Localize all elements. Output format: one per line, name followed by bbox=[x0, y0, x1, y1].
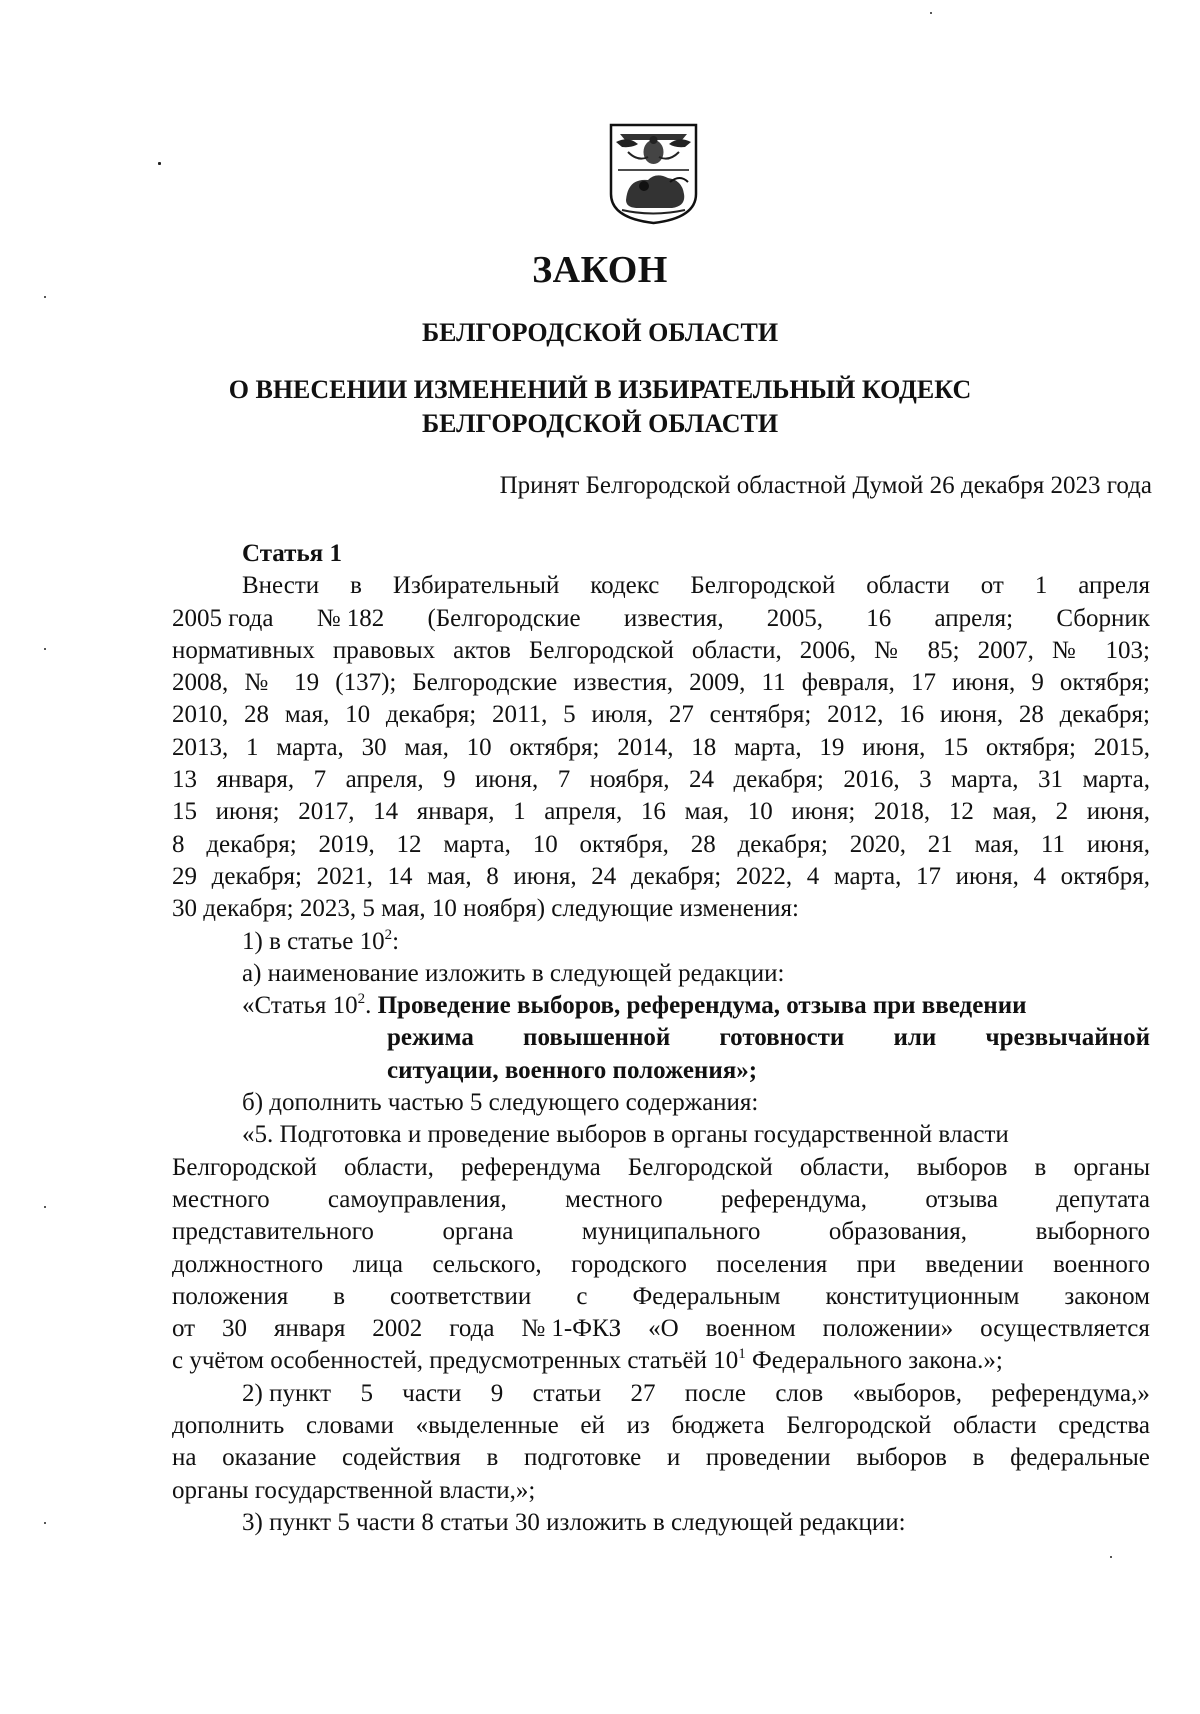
word: выборного bbox=[1035, 1218, 1150, 1246]
scan-speck bbox=[44, 296, 46, 298]
item-1-text: 1) в статье 10 bbox=[242, 927, 385, 955]
word: 30 bbox=[222, 1315, 248, 1343]
word: Избирательный bbox=[392, 572, 560, 600]
word: кодекс bbox=[590, 572, 660, 600]
word: законом bbox=[1064, 1282, 1150, 1310]
word: в bbox=[972, 1444, 985, 1472]
word: 2) пункт bbox=[242, 1379, 332, 1407]
article-body bbox=[172, 538, 1150, 1539]
item-1-sup: 2 bbox=[384, 926, 393, 943]
word: № 1-ФКЗ bbox=[521, 1315, 622, 1343]
word: 9 bbox=[490, 1379, 504, 1407]
word: (Белгородские bbox=[427, 604, 581, 632]
word: референдума,» bbox=[991, 1379, 1150, 1407]
word: готовности bbox=[719, 1024, 845, 1052]
text-line bbox=[172, 570, 1150, 602]
quote-prefix: «Статья 10 bbox=[242, 992, 358, 1020]
word: содействия bbox=[342, 1444, 461, 1472]
word: положения bbox=[172, 1282, 289, 1310]
text-line: 8 декабря; 2019, 12 марта, 10 октября, 28 декабря; 2020, 21 мая, 11 июня, bbox=[172, 830, 1150, 858]
word: местного bbox=[565, 1185, 663, 1213]
word: 16 bbox=[866, 604, 892, 632]
word: положении» bbox=[822, 1315, 954, 1343]
part5-first-line: «5. Подготовка и проведение выборов в органы государственной власти bbox=[242, 1121, 1009, 1149]
word: статьи bbox=[532, 1379, 602, 1407]
text-line: 13 января, 7 апреля, 9 июня, 7 ноября, 24 декабря; 2016, 3 марта, 31 марта, bbox=[172, 766, 1150, 794]
law-heading: ЗАКОН bbox=[532, 249, 668, 291]
word: Федеральным bbox=[632, 1282, 781, 1310]
text-line: 2008, № 19 (137); Белгородские известия, 2009, 11 февраля, 17 июня, 9 октября; bbox=[172, 669, 1150, 697]
item-1 bbox=[172, 926, 1150, 958]
item-1-suffix: : bbox=[392, 927, 400, 955]
word: соответствии bbox=[390, 1282, 532, 1310]
word: повышенной bbox=[523, 1024, 671, 1052]
text-line bbox=[172, 1281, 1150, 1313]
word: в bbox=[333, 1282, 346, 1310]
word: «О bbox=[648, 1315, 679, 1343]
article-intro bbox=[172, 570, 1150, 893]
text-line bbox=[172, 603, 1150, 635]
word: военном bbox=[705, 1315, 796, 1343]
text-line: должностного лица сельского, городского поселения при введении военного bbox=[172, 1250, 1150, 1278]
word: конституционным bbox=[825, 1282, 1020, 1310]
part5-last-sup: 1 bbox=[738, 1346, 746, 1363]
part5-last-text: с учётом особенностей, предусмотренных статьёй 10 bbox=[172, 1347, 739, 1375]
law-title bbox=[0, 373, 1200, 441]
item-2-body bbox=[172, 1410, 1150, 1475]
word: отзыва bbox=[925, 1185, 998, 1213]
law-title-line: О ВНЕСЕНИИ ИЗМЕНЕНИЙ В ИЗБИРАТЕЛЬНЫЙ КОДЕКС bbox=[228, 375, 972, 404]
part5-last-line bbox=[172, 1345, 1150, 1377]
word: на bbox=[172, 1444, 197, 1472]
text-line: 15 июня; 2017, 14 января, 1 апреля, 16 мая, 10 июня; 2018, 12 мая, 2 июня, bbox=[172, 798, 1150, 826]
article-heading: Статья 1 bbox=[242, 540, 342, 567]
word: апреля bbox=[1078, 572, 1150, 600]
word: и bbox=[666, 1444, 681, 1472]
word: известия, bbox=[623, 604, 724, 632]
scan-speck bbox=[44, 648, 46, 650]
item-3: 3) пункт 5 части 8 статьи 30 изложить в следующей редакции: bbox=[242, 1508, 906, 1536]
adoption-note: Принят Белгородской областной Думой 26 декабря 2023 года bbox=[499, 472, 1152, 499]
word: чрезвычайной bbox=[985, 1024, 1150, 1052]
text-line bbox=[172, 1442, 1150, 1474]
scan-speck bbox=[1110, 1556, 1112, 1558]
word: муниципального bbox=[581, 1218, 761, 1246]
word: режима bbox=[387, 1024, 474, 1052]
word: части bbox=[402, 1379, 462, 1407]
quote-bold-1: Проведение выборов, референдума, отзыва при введении bbox=[377, 992, 1027, 1020]
word: Белгородской bbox=[690, 572, 836, 600]
item-a: а) наименование изложить в следующей редакции: bbox=[242, 959, 785, 987]
part5-body bbox=[172, 1152, 1150, 1346]
region-heading: БЕЛГОРОДСКОЙ ОБЛАСТИ bbox=[421, 318, 779, 347]
word: «выборов, bbox=[852, 1379, 962, 1407]
word: 2005 года bbox=[172, 604, 274, 632]
scan-speck bbox=[930, 12, 932, 14]
text-line bbox=[172, 1313, 1150, 1345]
word: осуществляется bbox=[980, 1315, 1150, 1343]
word: в bbox=[486, 1444, 499, 1472]
word: области bbox=[866, 572, 950, 600]
word: Внести bbox=[242, 572, 320, 600]
word: подготовке bbox=[523, 1444, 642, 1472]
quote-sup: 2 bbox=[357, 991, 366, 1008]
word: после bbox=[684, 1379, 746, 1407]
text-line: дополнить словами «выделенные ей из бюджета Белгородской области средства bbox=[172, 1412, 1150, 1440]
scan-speck bbox=[44, 1522, 46, 1524]
text-line bbox=[172, 1216, 1150, 1248]
quote-line-1 bbox=[172, 990, 1150, 1022]
word: 5 bbox=[360, 1379, 373, 1407]
word: января bbox=[273, 1315, 346, 1343]
text-line: 29 декабря; 2021, 14 мая, 8 июня, 24 декабря; 2022, 4 марта, 17 июня, 4 октября, bbox=[172, 862, 1150, 890]
word: Сборник bbox=[1056, 604, 1150, 632]
word: 27 bbox=[630, 1379, 656, 1407]
part5-last-suffix: Федерального закона.»; bbox=[745, 1347, 1003, 1375]
scan-speck bbox=[158, 162, 161, 165]
word: 2002 bbox=[372, 1315, 423, 1343]
word: референдума, bbox=[720, 1185, 868, 1213]
word: или bbox=[893, 1024, 937, 1052]
word: с bbox=[576, 1282, 588, 1310]
scan-speck bbox=[44, 1206, 46, 1208]
word: 1 bbox=[1034, 572, 1048, 600]
word: органа bbox=[442, 1218, 514, 1246]
word: депутата bbox=[1056, 1185, 1150, 1213]
word: апреля; bbox=[934, 604, 1014, 632]
word: слов bbox=[775, 1379, 824, 1407]
word: федеральные bbox=[1010, 1444, 1150, 1472]
law-title-line: БЕЛГОРОДСКОЙ ОБЛАСТИ bbox=[421, 409, 779, 438]
word: года bbox=[449, 1315, 495, 1343]
coat-of-arms-emblem bbox=[608, 122, 699, 225]
word: оказание bbox=[222, 1444, 317, 1472]
word: от bbox=[172, 1315, 196, 1343]
word: в bbox=[350, 572, 362, 600]
item-2-first-line bbox=[172, 1378, 1150, 1410]
word: самоуправления, bbox=[327, 1185, 507, 1213]
text-line: Белгородской области, референдума Белгородской области, выборов в органы bbox=[172, 1153, 1150, 1181]
text-line: 2010, 28 мая, 10 декабря; 2011, 5 июля, 27 сентября; 2012, 16 июня, 28 декабря; bbox=[172, 701, 1150, 729]
text-line: 2013, 1 марта, 30 мая, 10 октября; 2014, 18 марта, 19 июня, 15 октября; 2015, bbox=[172, 733, 1150, 761]
quote-line-3: ситуации, военного положения»; bbox=[387, 1056, 758, 1084]
text-line: нормативных правовых актов Белгородской области, 2006, № 85; 2007, № 103; bbox=[172, 636, 1150, 664]
word: образования, bbox=[828, 1218, 968, 1246]
word: местного bbox=[172, 1185, 270, 1213]
text-line bbox=[172, 1184, 1150, 1216]
word: от bbox=[980, 572, 1004, 600]
word: представительного bbox=[172, 1218, 374, 1246]
word: выборов bbox=[856, 1444, 947, 1472]
item-2-last-line: органы государственной власти,»; bbox=[172, 1476, 536, 1504]
quote-line-2 bbox=[172, 1022, 1150, 1054]
word: проведении bbox=[705, 1444, 831, 1472]
word: 2005, bbox=[766, 604, 824, 632]
quote-dot: . bbox=[365, 992, 378, 1020]
intro-last-line: 30 декабря; 2023, 5 мая, 10 ноября) следующие изменения: bbox=[172, 895, 799, 923]
word: № 182 bbox=[316, 604, 385, 632]
coat-of-arms-icon bbox=[608, 122, 699, 225]
item-b: б) дополнить частью 5 следующего содержания: bbox=[242, 1089, 759, 1117]
